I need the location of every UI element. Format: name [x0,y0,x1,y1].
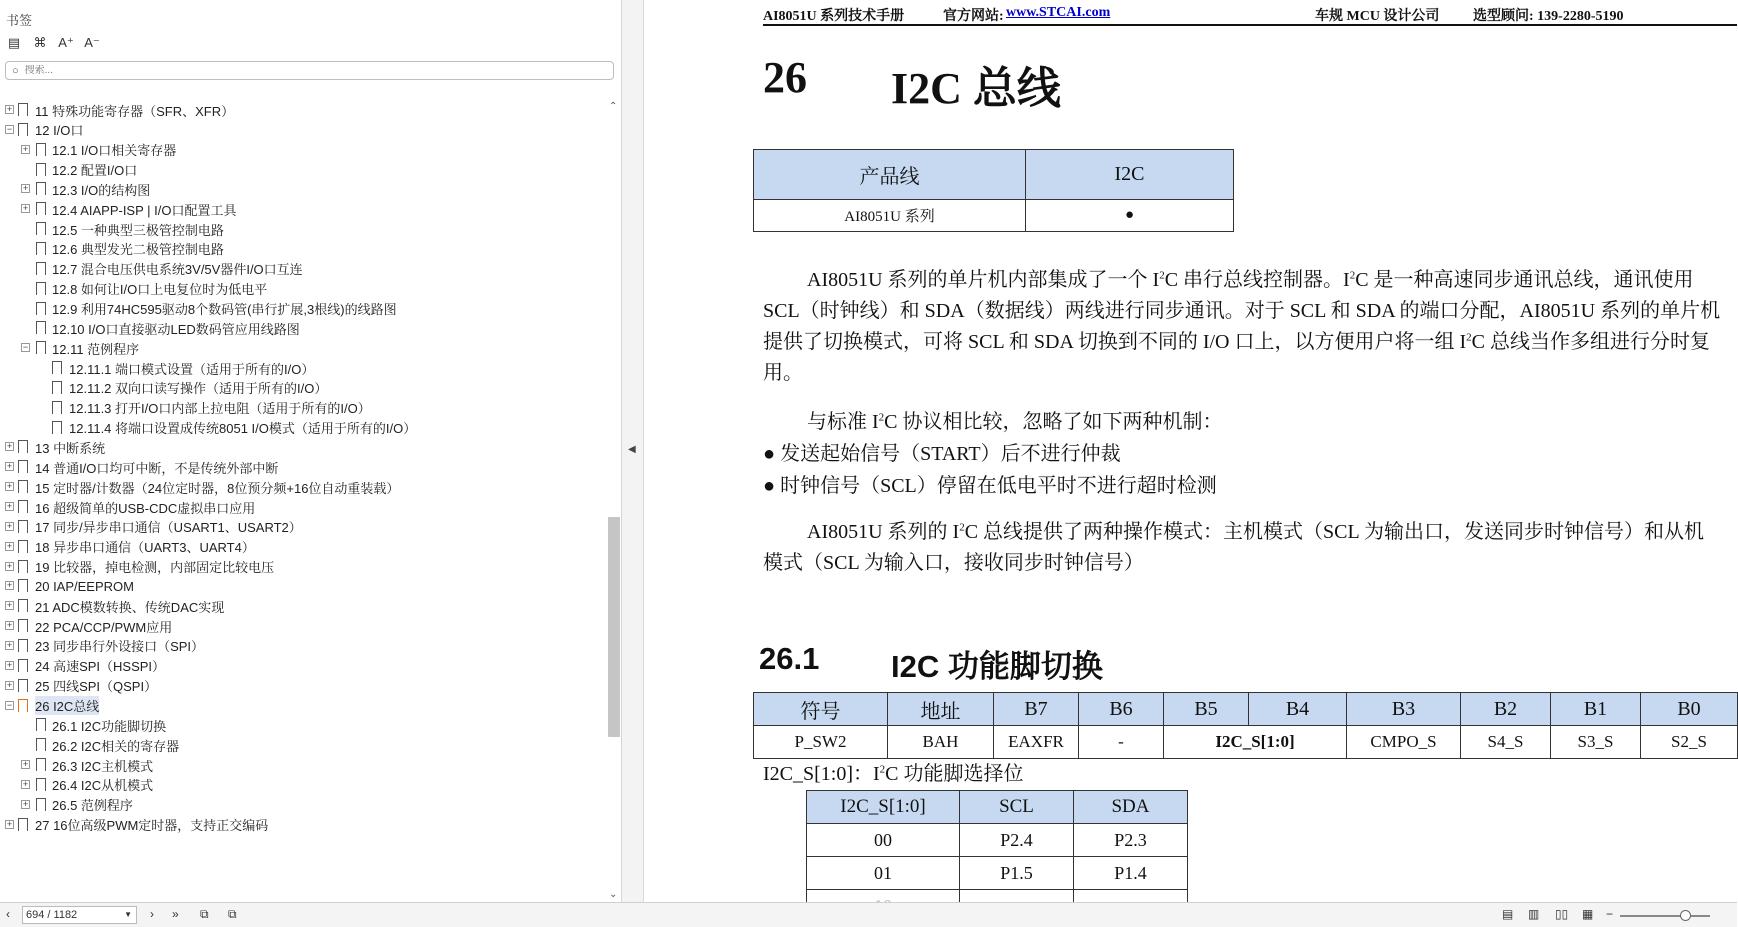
bookmark-icon [36,262,46,275]
expand-icon[interactable]: + [6,481,13,492]
expand-icon[interactable]: + [6,600,13,611]
bookmark-item[interactable] [0,556,600,578]
bookmark-item[interactable] [0,675,600,697]
rotate-page-icon[interactable]: ⧉ [228,907,237,921]
expand-icon[interactable]: + [6,461,13,472]
register-table [753,692,1738,759]
bookmark-icon [36,222,46,235]
section-number: 26.1 [759,641,820,676]
expand-icon[interactable]: + [6,560,13,571]
bookmark-label: 12 I/O口 [35,123,84,139]
expand-icon[interactable]: + [6,540,13,551]
bookmark-label: 15 定时器/计数器（24位定时器，8位预分频+16位自动重装载） [35,480,400,496]
pin-cell: P1.4 [1074,857,1188,890]
bookmark-icon [36,143,46,156]
bookmark-icon [36,282,46,295]
bookmark-item[interactable] [0,258,600,280]
reg-col-header: 符号 [754,693,888,726]
modes-paragraph: AI8051U 系列的 $I^2C$ 总线提供了两种操作模式：主机模式（SCL 为输出口，发送同步时钟信号）和从机模式（SCL 为输入口，接收同步时钟信号） [763,521,1704,574]
bookmark-icon [18,460,28,473]
collapse-icon[interactable]: − [22,342,29,353]
pin-cell: 00 [807,824,960,857]
bookmark-item[interactable] [0,298,600,320]
tree-scrollbar[interactable] [606,99,622,902]
reg-cell: - [1079,726,1164,759]
reg-col-header: B3 [1347,693,1461,726]
select-bits-caption: I2C_S[1:0]：$I^2C$ 功能脚选择位 [763,763,1024,785]
bookmark-item[interactable] [0,695,600,717]
bookmark-label: 21 ADC模数转换、传统DAC实现 [35,599,225,615]
expand-icon[interactable]: + [6,679,13,690]
reg-col-header: B2 [1461,693,1551,726]
intro-paragraph: AI8051U 系列的单片机内部集成了一个 $I^2C$ 串行总线控制器。$I^2C$ 是一种高速同步通讯总线，通讯使用 SCL（时钟线）和 SDA（数据线）两线进行同步通讯。对于 SCL 和 SDA 的端口分配，AI8051U 系列的单片机提供了切换模式，可将 SCL 和 SDA 切换到不同的 I/O 口上，以方便用户将一组 $I^2C$ 总线当作多组进行分时复用。 [763,269,1721,384]
bookmark-icon [18,818,28,831]
expand-icon[interactable]: + [6,520,13,531]
reg-cell: P_SW2 [754,726,888,759]
manual-name: AI8051U 系列技术手册 [763,9,905,24]
page-number-box[interactable]: 694 / 1182 ▼ [22,906,137,924]
bookmark-search[interactable] [5,61,614,80]
bookmark-icon [18,659,28,672]
bookmark-icon [36,738,46,751]
bookmark-item[interactable] [0,99,600,121]
font-decrease-icon[interactable]: A⁻ [84,35,100,50]
bookmark-label: 12.5 一种典型三极管控制电路 [52,222,224,238]
bookmark-item[interactable] [0,357,600,379]
pin-col-header: I2C_S[1:0] [807,791,960,824]
bookmark-icon [36,798,46,811]
support-dot: ● [1026,200,1234,232]
bookmark-panel [0,0,622,902]
expand-icon[interactable]: + [6,659,13,670]
expand-icon[interactable]: + [22,203,29,214]
bookmark-label: 24 高速SPI（HSSPI） [35,659,166,675]
expand-icon[interactable]: + [6,818,13,829]
bookmark-label: 12.10 I/O口直接驱动LED数码管应用线路图 [52,321,300,337]
bookmark-item[interactable] [0,456,600,478]
bookmark-icon [18,440,28,453]
zoom-out-icon[interactable]: − [1606,907,1614,921]
pin-col-header: SCL [960,791,1074,824]
document-page [645,0,1737,902]
bookmark-label: 12.1 I/O口相关寄存器 [52,143,177,159]
bookmark-label: 12.11.4 将端口设置成传统8051 I/O模式（适用于所有的I/O） [69,421,417,437]
bookmark-label: 12.2 配置I/O口 [52,163,138,179]
bookmark-list-icon[interactable]: ▤ [7,35,21,50]
site-label: 官方网站: [943,9,1004,24]
expand-icon[interactable]: + [22,759,29,770]
product-header: 产品线 [754,150,1026,200]
reg-col-header: B6 [1079,693,1164,726]
bookmark-icon [18,540,28,553]
bookmark-label: 18 异步串口通信（UART3、UART4） [35,540,255,556]
reg-col-header: B5 [1164,693,1249,726]
bookmark-label: 12.4 AIAPP-ISP | I/O口配置工具 [52,202,237,218]
reg-col-header: B4 [1249,693,1347,726]
bookmark-item[interactable] [0,635,600,657]
header-rule [763,24,1737,26]
product-cell: AI8051U 系列 [754,200,1026,232]
page-header [763,5,1737,25]
pin-cell: P2.3 [1074,824,1188,857]
continuous-view-icon[interactable]: ▥ [1528,907,1540,921]
bookmark-label: 26.4 I2C从机模式 [52,778,154,794]
bookmark-item[interactable] [0,337,600,359]
bookmark-item[interactable] [0,417,600,439]
chapter-title: I2C 总线 [891,64,1061,113]
bookmark-label: 23 同步串行外设接口（SPI） [35,639,205,655]
chapter-number: 26 [763,53,807,102]
bookmark-icon [18,579,28,592]
two-page-continuous-icon[interactable]: ▦ [1582,907,1594,921]
bookmark-icon [52,381,62,394]
pin-col-header: SDA [1074,791,1188,824]
collapse-arrow-icon[interactable]: ◀ [628,444,636,455]
bookmark-label: 19 比较器，掉电检测，内部固定比较电压 [35,560,275,576]
search-input[interactable] [25,65,585,76]
bookmark-item[interactable] [0,516,600,538]
bookmark-icon [18,123,28,136]
bookmark-icon [18,560,28,573]
reg-cell: BAH [888,726,994,759]
bookmark-label: 27 16位高级PWM定时器，支持正交编码 [35,818,269,834]
bookmark-icon [36,758,46,771]
bookmark-icon [36,341,46,354]
bookmark-icon [52,421,62,434]
bookmark-tree [0,99,605,901]
bookmark-label: 13 中断系统 [35,440,106,456]
zoom-slider[interactable] [1620,915,1710,917]
reg-col-header: B7 [994,693,1079,726]
reg-cell: S4_S [1461,726,1551,759]
bookmark-item[interactable] [0,159,600,181]
bookmark-label: 26.5 范例程序 [52,798,133,814]
bookmark-label: 16 超级简单的USB-CDC虚拟串口应用 [35,500,256,516]
bookmark-add-icon[interactable]: ⌘ [33,35,47,50]
expand-icon[interactable]: + [6,104,13,114]
bookmark-label: 12.11.3 打开I/O口内部上拉电阻（适用于所有的I/O） [69,401,371,417]
prev-page-icon[interactable]: ‹ [6,907,10,921]
design-label: 车规 MCU 设计公司 [1315,9,1440,24]
bookmark-label: 25 四线SPI（QSPI） [35,679,158,695]
bookmark-label: 12.11.2 双向口读写操作（适用于所有的I/O） [69,381,328,397]
pin-cell: P2.4 [960,824,1074,857]
bookmark-icon [36,718,46,731]
bookmark-icon [52,401,62,414]
reg-cell: I2C_S[1:0] [1164,726,1347,759]
expand-icon[interactable]: + [6,501,13,511]
bookmark-label: 12.9 利用74HC595驱动8个数码管(串行扩展,3根线)的线路图 [52,302,397,317]
page-dropdown-icon: ▼ [124,910,132,919]
bookmark-icon [36,778,46,791]
expand-icon[interactable]: + [6,620,13,631]
last-page-icon[interactable]: » [172,907,179,921]
bookmark-icon [36,202,46,215]
bookmark-item[interactable] [0,814,600,836]
bookmark-icon [36,163,46,176]
bookmark-label: 12.6 典型发光二极管控制电路 [52,242,224,258]
expand-icon[interactable]: + [22,143,29,154]
bookmark-item[interactable] [0,496,600,518]
reg-cell: EAXFR [994,726,1079,759]
bookmark-icon [36,302,46,315]
expand-icon[interactable]: + [6,639,13,650]
bookmark-item[interactable] [0,139,600,161]
site-link[interactable]: www.STCAI.com [1006,5,1111,20]
bookmark-item[interactable] [0,238,600,260]
product-table [753,149,1234,232]
bookmark-label: 26 I2C总线 [35,696,99,715]
bookmark-item[interactable] [0,476,600,498]
copy-page-icon[interactable]: ⧉ [200,907,209,921]
bookmark-item[interactable] [0,397,600,419]
bookmark-item[interactable] [0,774,600,796]
bookmark-toolbar [6,35,100,51]
reg-col-header: B1 [1551,693,1641,726]
advisor-label: 选型顾问: 139-2280-5190 [1473,9,1624,24]
bookmark-label: 22 PCA/CCP/PWM应用 [35,619,173,635]
bookmark-label: 26.2 I2C相关的寄存器 [52,738,180,754]
bookmark-label: 26.1 I2C功能脚切换 [52,718,167,734]
bookmark-item[interactable] [0,119,600,141]
bookmark-icon [18,500,28,513]
bookmark-item[interactable] [0,377,600,399]
reg-col-header: 地址 [888,693,994,726]
collapse-icon[interactable]: − [6,123,13,134]
bookmark-item[interactable] [0,714,600,736]
bookmark-item[interactable] [0,615,600,637]
bookmark-icon [36,321,46,334]
next-page-icon[interactable]: › [150,907,154,921]
bookmark-item[interactable] [0,754,600,776]
bookmark-icon [52,361,62,374]
bookmark-item[interactable] [0,178,600,200]
bookmark-icon [36,242,46,255]
bookmark-item[interactable] [0,734,600,756]
bookmark-item[interactable] [0,198,600,220]
bookmark-label: 12.11 范例程序 [52,341,140,357]
pin-cell: P1.5 [960,857,1074,890]
bookmark-icon [18,599,28,612]
bookmark-label: 26.3 I2C主机模式 [52,758,154,774]
search-icon: ○ [12,64,19,77]
bookmark-icon [18,619,28,632]
bookmark-icon [36,182,46,195]
expand-icon[interactable]: + [6,441,13,452]
panel-splitter[interactable] [622,0,644,902]
reg-cell: S2_S [1641,726,1738,759]
expand-icon[interactable]: + [22,798,29,809]
scroll-down-icon[interactable]: ⌄ [609,889,618,900]
panel-title: 书签 [6,13,33,28]
bookmark-icon [18,480,28,493]
i2c-header: I2C [1026,150,1234,200]
bookmark-label: 14 普通I/O口均可中断，不是传统外部中断 [35,460,279,476]
reg-cell: S3_S [1551,726,1641,759]
reg-col-header: B0 [1641,693,1738,726]
compare-paragraph: 与标准 $I^2C$ 协议相比较，忽略了如下两种机制： [807,411,1223,433]
expand-icon[interactable]: + [22,778,29,789]
font-increase-icon[interactable]: A⁺ [58,35,74,50]
bookmark-label: 12.11.1 端口模式设置（适用于所有的I/O） [69,361,315,377]
zoom-slider-knob[interactable] [1680,910,1691,921]
bullet-arbitration: ● 发送起始信号（START）后不进行仲裁 [763,443,1121,465]
two-page-view-icon[interactable]: ▯▯ [1555,907,1569,921]
scroll-thumb[interactable] [608,517,620,737]
bookmark-item[interactable] [0,317,600,339]
bookmark-icon [18,639,28,652]
bookmark-item[interactable] [0,655,600,677]
pin-cell: 01 [807,857,960,890]
bookmark-label: 20 IAP/EEPROM [35,578,134,594]
bookmark-label: 12.3 I/O的结构图 [52,182,151,198]
bookmark-item[interactable] [0,575,600,597]
bookmark-icon [18,699,28,712]
bookmark-icon [18,679,28,692]
section-title: I2C 功能脚切换 [891,649,1103,684]
bookmark-item[interactable] [0,536,600,558]
bookmark-label: 11 特殊功能寄存器（SFR、XFR） [35,103,235,119]
bookmark-label: 12.7 混合电压供电系统3V/5V器件I/O口互连 [52,262,303,278]
single-page-view-icon[interactable]: ▤ [1502,907,1514,921]
collapse-icon[interactable]: − [6,699,13,710]
bookmark-item[interactable] [0,218,600,240]
bookmark-label: 17 同步/异步串口通信（USART1、USART2） [35,520,302,536]
status-bar [0,902,1737,927]
bullet-timeout: ● 时钟信号（SCL）停留在低电平时不进行超时检测 [763,475,1217,497]
bookmark-icon [18,520,28,533]
bookmark-item[interactable] [0,436,600,458]
expand-icon[interactable]: + [6,580,13,591]
bookmark-icon [18,103,28,116]
bookmark-label: 12.8 如何让I/O口上电复位时为低电平 [52,282,268,298]
reg-cell: CMPO_S [1347,726,1461,759]
bookmark-item[interactable] [0,595,600,617]
scroll-up-icon[interactable]: ⌃ [609,101,618,112]
expand-icon[interactable]: + [22,183,29,194]
bookmark-item[interactable] [0,278,600,300]
bookmark-item[interactable] [0,794,600,816]
